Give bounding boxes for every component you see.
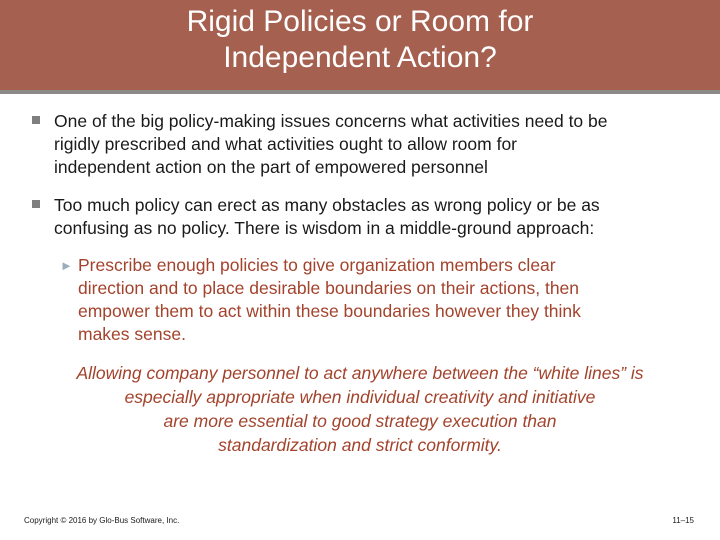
callout-line-3: are more essential to good strategy execution than [163, 411, 557, 431]
sub-bullet-line-4: makes sense. [78, 324, 186, 344]
bullet-2-line-2: confusing as no policy. There is wisdom in a middle-ground approach: [54, 218, 595, 238]
title-line-1: Rigid Policies or Room for [186, 5, 534, 38]
bullet-1-text [54, 110, 608, 179]
sub-bullet-text [78, 254, 581, 346]
bullet-1-line-3: independent action on the part of empowered personnel [54, 157, 488, 177]
callout-line-4: standardization and strict conformity. [218, 435, 502, 455]
bullet-2-line-1: Too much policy can erect as many obstacles as wrong policy or be as [54, 195, 600, 215]
sub-bullet-line-1: Prescribe enough policies to give organization members clear [78, 255, 556, 275]
sub-bullet-line-2: direction and to place desirable boundaries on their actions, then [78, 278, 580, 298]
square-bullet-icon [32, 116, 40, 124]
triangle-bullet-icon: ► [60, 258, 73, 273]
title-bar [0, 0, 720, 94]
bullet-1-line-2: rigidly prescribed and what activities ought to allow room for [54, 134, 517, 154]
bullet-1-line-1: One of the big policy-making issues concerns what activities need to be [54, 111, 608, 131]
bullet-2-text [54, 194, 600, 240]
square-bullet-icon [32, 200, 40, 208]
callout-line-2: especially appropriate when individual creativity and initiative [124, 387, 596, 407]
callout-line-1: Allowing company personnel to act anywhere between the “white lines” is [76, 363, 644, 383]
title-line-2: Independent Action? [223, 41, 497, 74]
page-number: 11–15 [672, 516, 694, 525]
slide-title [0, 4, 720, 76]
sub-bullet-line-3: empower them to act within these boundaries however they think [78, 301, 581, 321]
callout-text [20, 361, 700, 457]
copyright-footer: Copyright © 2016 by Glo-Bus Software, Inc. [24, 516, 180, 525]
